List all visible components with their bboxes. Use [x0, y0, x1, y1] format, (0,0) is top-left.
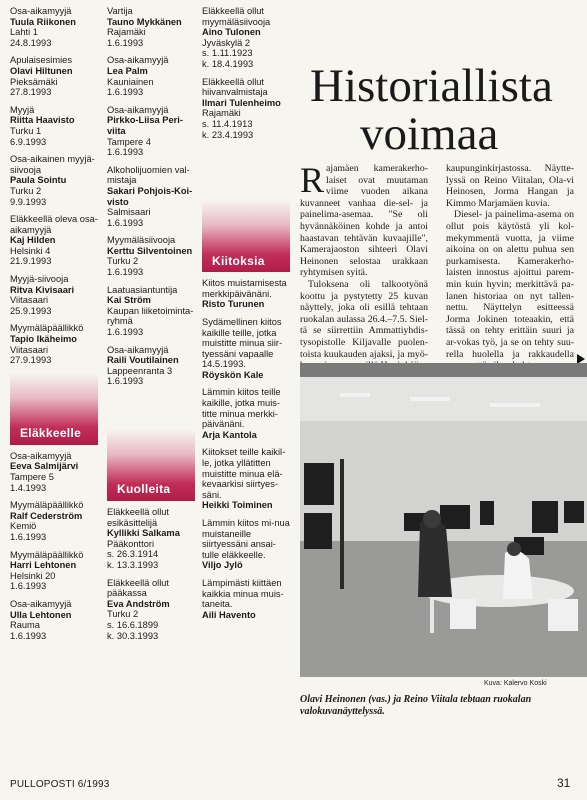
entry-role: Osa-aikamyyjä — [10, 450, 72, 461]
entry-date: 27.9.1993 — [10, 355, 52, 366]
entry-date: 1.6.1993 — [107, 376, 144, 387]
thanks-signature: Risto Turunen — [202, 299, 265, 310]
entry-date: 1.6.1993 — [107, 87, 144, 98]
entry-role: Vartija — [107, 6, 133, 16]
entry-place: Pääkonttori — [107, 538, 155, 549]
person-entry — [10, 550, 98, 592]
photo-credit: Kuva: Kalervo Koski — [484, 680, 547, 687]
thanks-text: Lämpimästi kiittäen kaikkia minua muis-taneita. — [202, 577, 284, 610]
entry-place: Kemiö — [10, 521, 37, 532]
person-entry — [10, 599, 98, 641]
person-entry — [202, 77, 290, 141]
entry-name: Ralf Cederström — [10, 510, 83, 521]
entry-role: Myymäläpäällikkö — [10, 500, 84, 511]
entry-name: Pirkko-Liisa Peri-viita — [107, 115, 183, 136]
thanks-text: Kiitos muistamisesta merkkipäivänäni. — [202, 278, 287, 299]
person-entry — [107, 6, 195, 48]
entry-name: Ritva Kivisaari — [10, 284, 75, 295]
article-column-right — [446, 163, 574, 372]
article-headline — [300, 62, 572, 158]
column-anniversaries-2 — [107, 6, 195, 648]
entry-place: Turku 1 — [10, 125, 42, 136]
entry-role: Apulaisesimies — [10, 55, 73, 66]
entry-date: 1.6.1993 — [10, 581, 47, 592]
thanks-signature: Heikki Toiminen — [202, 500, 273, 511]
entry-place: Tampere 4 — [107, 136, 151, 147]
entry-name: Lea Palm — [107, 65, 148, 76]
entry-date: 1.6.1993 — [107, 327, 144, 338]
entry-died: k. 30.3.1993 — [107, 630, 159, 641]
drop-cap: R — [300, 160, 325, 200]
entry-born: s. 1.11.1923 — [202, 48, 253, 59]
thanks-text: Sydämellinen kiitos kaikille teille, jotka muistitte minua siir-tyessäni vapaalle 14.5.1993. — [202, 316, 283, 370]
thanks-signature: Arja Kantola — [202, 429, 257, 440]
entry-role: Myymäläpäällikkö — [10, 323, 84, 334]
person-entry — [10, 451, 98, 493]
person-entry — [10, 214, 98, 267]
person-entry — [10, 105, 98, 147]
entry-role: Osa-aikamyyjä — [10, 6, 72, 16]
entry-date: 6.9.1993 — [10, 136, 47, 147]
thanks-text: Lämmin kiitos teille kaikille, jotka muis-titte minua merkki-päivänäni. — [202, 387, 281, 430]
person-entry — [107, 285, 195, 338]
person-entry — [107, 235, 195, 277]
entry-name: Kaj Hilden — [10, 235, 56, 246]
entry-name: Tuula Riikonen — [10, 16, 76, 27]
thanks-signature: Aili Havento — [202, 609, 256, 620]
column-obituaries-thanks — [202, 6, 290, 627]
article-paragraph: kaupunginkirjastossa. Näytte-lyssä on Reino Viitalan, Ola-vi Heinosen, Jorma Hangan ja Kimmo Marjamäen kuvia. — [446, 163, 574, 209]
entry-place: Helsinki 20 — [10, 570, 56, 581]
entry-place: Viitasaari — [10, 344, 49, 355]
entry-role: Myymäläpäällikkö — [10, 549, 84, 560]
entry-place: Turku 2 — [107, 609, 139, 620]
entry-name: Raili Voutilainen — [107, 355, 179, 366]
entry-name: Kai Ström — [107, 295, 151, 306]
entry-place: Salmisaari — [107, 207, 151, 218]
entry-name: Tauno Mykkänen — [107, 16, 182, 27]
entry-role: Osa-aikamyyjä — [107, 104, 169, 115]
headline-line-2: voimaa — [360, 108, 499, 160]
entry-place: Viitasaari — [10, 295, 49, 306]
entry-role: Eläkkeellä ollut hiivanvalmistaja — [202, 76, 268, 98]
entry-name: Harri Lehtonen — [10, 560, 77, 571]
entry-place: Lahti 1 — [10, 27, 38, 38]
entry-place: Helsinki 4 — [10, 245, 51, 256]
entry-name: Olavi Hiltunen — [10, 65, 73, 76]
article-paragraph: Diesel- ja painelima-asema on ollut pois käytöstä yli kol-mekymmentä vuotta, ja viime aikoina on on alettu puhua sen purkamisesta. Kamerakerho-laisten innostus ajoittui parem-min kuin hyvin; merkittävä pa-lanen historiaa on nyt tallen-nettu. Näyttelyn esitteessä Jorma Jokinen toteaakin, että tässä on tehty erittäin suuri ja ar-vokas työ, ja se on tehty suu-rella huolella ja rakkaudella — [446, 209, 574, 360]
person-entry — [107, 345, 195, 387]
entry-name: Kerttu Silventoinen — [107, 245, 193, 256]
entry-date: 1.6.1993 — [10, 531, 47, 542]
footer-magazine: PULLOPOSTI 6/1993 — [10, 779, 110, 790]
column-anniversaries-1 — [10, 6, 98, 648]
person-entry — [10, 323, 98, 365]
thanks-note — [202, 578, 290, 620]
thanks-signature: Röyskön Kale — [202, 369, 264, 380]
entry-place: Rauma — [10, 620, 40, 631]
entry-date: 1.6.1993 — [107, 37, 144, 48]
entry-name: Ulla Lehtonen — [10, 609, 72, 620]
entry-name: Sakari Pohjois-Koi-visto — [107, 185, 193, 207]
person-entry — [107, 55, 195, 97]
entry-place: Turku 2 — [10, 185, 42, 196]
banner-retirement — [10, 373, 98, 445]
entry-role: Laatuasiantuntija — [107, 284, 178, 295]
banner-thanks-label: Kiitoksia — [212, 253, 265, 268]
entry-born: s. 16.6.1899 — [107, 619, 159, 630]
entry-place: Tampere 5 — [10, 472, 54, 482]
article-paragraph — [300, 160, 428, 279]
entry-born: s. 26.3.1914 — [107, 549, 159, 560]
entry-name: Paula Sointu — [10, 175, 67, 186]
thanks-text: Kiitokset teille kaikil-le, jotka yllätitten muistitte minua elä-kevaarkisi siirtyes-säni. — [202, 447, 286, 500]
entry-place: Pieksämäki — [10, 76, 58, 87]
entry-died: k. 18.4.1993 — [202, 58, 254, 69]
person-entry — [10, 500, 98, 542]
photo-caption: Olavi Heinonen (vas.) ja Reino Viitala tebtaan ruokalan valokuvanäyttelyssä. — [300, 694, 532, 717]
thanks-note — [202, 447, 290, 511]
thanks-note — [202, 518, 290, 571]
entry-date: 21.9.1993 — [10, 256, 52, 267]
banner-deceased-label: Kuolleita — [117, 482, 171, 497]
entry-name: Riitta Haavisto — [10, 115, 75, 126]
entry-role: Osa-aikamyyjä — [10, 598, 72, 609]
person-entry — [10, 274, 98, 316]
banner-deceased — [107, 429, 195, 501]
entry-name: Tapio Ikäheimo — [10, 334, 77, 345]
entry-died: k. 13.3.1993 — [107, 559, 159, 570]
person-entry — [202, 6, 290, 70]
entry-date: 1.4.1993 — [10, 482, 47, 493]
headline-line-1: Historiallista — [310, 60, 553, 112]
entry-place: Lappeenranta 3 — [107, 365, 173, 376]
entry-date: 27.8.1993 — [10, 87, 52, 98]
entry-role: Eläkkeellä ollut pääkassa — [107, 577, 170, 599]
entry-role: Myymäläsiivooja — [107, 235, 176, 246]
entry-date: 1.6.1993 — [107, 217, 144, 228]
person-entry — [10, 6, 98, 48]
person-entry — [107, 165, 195, 229]
entry-date: 1.6.1993 — [107, 147, 144, 158]
entry-date: 1.6.1993 — [10, 630, 47, 641]
entry-name: Eeva Salmijärvi — [10, 461, 79, 472]
entry-name: Kyllikki Salkama — [107, 528, 180, 539]
entry-place: Rajamäki — [202, 108, 241, 119]
entry-role: Eläkkeellä ollut esikäsittelijä — [107, 507, 170, 528]
banner-retirement-label: Eläkkeelle — [20, 426, 82, 441]
page-number: 31 — [557, 776, 571, 790]
thanks-text: Lämmin kiitos mi-nua muistaneille siirtyessäni ansai-tulle eläkkeelle. — [202, 518, 290, 560]
exhibition-photo — [300, 363, 587, 677]
person-entry — [10, 55, 98, 97]
entry-role: Osa-aikainen myyjä-siivooja — [10, 154, 95, 175]
entry-place: Jyväskylä 2 — [202, 37, 251, 48]
entry-place: Rajamäki — [107, 27, 146, 38]
person-entry — [107, 105, 195, 158]
entry-role: Eläkkeellä oleva osa-aikamyyjä — [10, 214, 98, 235]
thanks-note — [202, 317, 290, 381]
article-text: ajamäen kamerakerho-laiset ovat muutaman viime vuoden aikana kuvanneet vanhaa die-sel- ja painelima-asemaa. "Se oli hyvännäköinen kohde ja antoi haastavan tehtävän kuvaajille", Kamerajaoston sihteeri Olavi Heinonen selostaa urakkaan ryhtymisen syitä. — [300, 163, 428, 279]
person-entry — [10, 154, 98, 207]
article-column-left — [300, 160, 428, 372]
entry-died: k. 23.4.1993 — [202, 129, 254, 140]
entry-place: Kaupan liiketoiminta-ryhmä — [107, 305, 194, 327]
entry-role: Osa-aikamyyjä — [107, 55, 169, 66]
entry-date: 25.9.1993 — [10, 305, 52, 316]
entry-role: Myyjä — [10, 104, 35, 115]
thanks-note — [202, 387, 290, 440]
entry-role: Myyjä-siivooja — [10, 274, 69, 285]
entry-date: 1.6.1993 — [107, 267, 144, 278]
entry-date: 24.8.1993 — [10, 37, 52, 48]
entry-place: Turku 2 — [107, 256, 139, 267]
entry-date: 9.9.1993 — [10, 196, 47, 207]
entry-name: Eva Andström — [107, 598, 170, 609]
entry-name: Ilmari Tulenheimo — [202, 97, 281, 108]
entry-place: Kauniainen — [107, 76, 154, 87]
entry-name: Aino Tulonen — [202, 27, 261, 38]
entry-born: s. 11.4.1913 — [202, 118, 253, 129]
banner-thanks — [202, 200, 290, 272]
thanks-note — [202, 278, 290, 310]
article-paragraph: Tuloksena oli talkootyönä koottu ja pystytetty 25 kuvan näyttely, joka oli esillä tehtaan ruokalan aulassa 26.4.–7.5. Siel-tä se siirrettiin Ammattiyhdis-tysopistolle Kiljavalle puolen-toista kuukauden ajaksi, ja myö- — [300, 278, 428, 360]
person-entry — [107, 578, 195, 642]
entry-role: Eläkkeellä ollut myymäläsiivooja — [202, 6, 271, 27]
entry-role: Alkoholijuomien val-mistaja — [107, 164, 190, 186]
thanks-signature: Viljo Jylö — [202, 560, 243, 571]
person-entry — [107, 507, 195, 571]
entry-role: Osa-aikamyyjä — [107, 344, 169, 355]
